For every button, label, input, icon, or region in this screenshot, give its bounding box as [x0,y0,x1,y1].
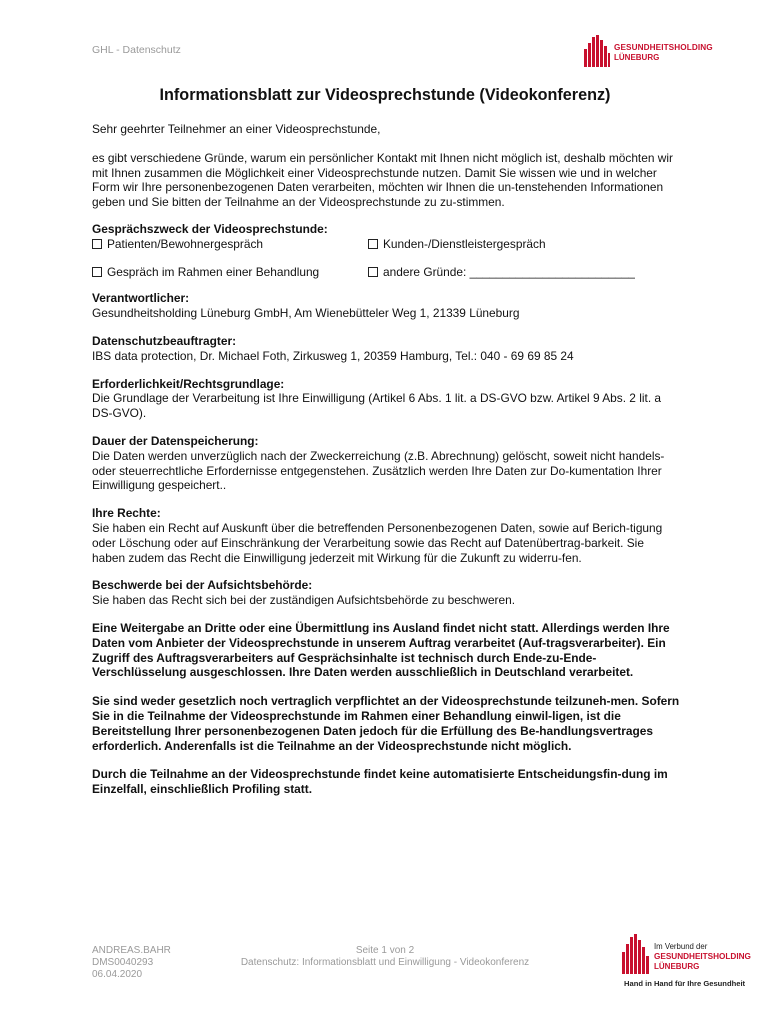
checkbox-icon[interactable] [92,267,102,277]
section-retention [92,434,680,493]
purpose-option-customer[interactable] [368,237,678,252]
section-controller [92,291,680,321]
footer-doc-title: Datenschutz: Informationsblatt und Einwilligung - Videokonferenz [240,956,530,968]
section-dpo [92,334,680,364]
building-bars-icon [584,35,610,67]
option-label: Gespräch im Rahmen einer Behandlung [107,264,320,279]
checkbox-icon[interactable] [368,267,378,277]
logo-line-1: GESUNDHEITSHOLDING [614,43,713,52]
section-rights [92,506,680,565]
section-title: Beschwerde bei der Aufsichtsbehörde: [92,578,313,593]
footer-logo [622,934,751,974]
footer-meta [92,945,171,980]
section-body: IBS data protection, Dr. Michael Foth, Zirkusweg 1, 20359 Hamburg, Tel.: 040 - 69 69 85 24 [92,348,574,363]
logo-line-2: LÜNEBURG [654,962,700,971]
checkbox-icon[interactable] [92,239,102,249]
option-label: Patienten/Bewohnergespräch [107,236,264,251]
salutation: Sehr geehrter Teilnehmer an einer Videosprechstunde, [92,122,381,136]
bold-paragraph-obligation: Sie sind weder gesetzlich noch vertraglich verpflichtet an der Videosprechstunde teilzuneh-men. Sofern Sie in die Teilnahme der Videosprechstunde im Rahmen einer Behandlung einwil-ligen, ist die Bereitstellung Ihrer personenbezogenen Daten jedoch für die Erfüllung des Be-handlungsvertrages erforderlich. Anderenfalls ist die Teilnahme an der Videosprechstunde nicht möglich. [92,694,680,753]
purpose-option-other[interactable] [368,265,678,280]
section-title: Ihre Rechte: [92,506,161,521]
section-complaint [92,578,680,608]
bold-paragraph-profiling: Durch die Teilnahme an der Videosprechstunde findet keine automatisierte Entscheidungsfin-dung im Einzelfall, einschließlich Profiling statt. [92,767,668,797]
purpose-option-patient[interactable] [92,237,368,252]
footer-center [200,945,570,969]
footer-doc-id: DMS0040293 [92,956,154,968]
header-logo [584,35,713,67]
document-body [92,122,680,811]
section-title: Verantwortlicher: [92,291,190,306]
section-body: Sie haben ein Recht auf Auskunft über die betreffenden Personenbezogenen Daten, sowie auf Berich-tigung oder Löschung oder auf Einschränkung der Verarbeitung sowie das Recht auf Datenübertrag-barkeit. Sie haben zudem das Recht die Einwilligung jederzeit mit Wirkung für die Zukunft zu widerru-fen. [92,520,663,565]
purpose-section [92,222,680,279]
header-label: GHL - Datenschutz [92,44,181,56]
page-number: Seite 1 von 2 [355,945,415,956]
section-body: Die Daten werden unverzüglich nach der Zweckerreichung (z.B. Abrechnung) gelöscht, soweit nicht handels- oder steuerrechtliche Erfordernisse entgegenstehen. Zusätzlich werden Ihre Daten zur Do-kumentation Ihrer Einwilligung gespeichert.. [92,448,665,493]
section-body: Die Grundlage der Verarbeitung ist Ihre Einwilligung (Artikel 6 Abs. 1 lit. a DS-GVO bzw. Artikel 9 Abs. 2 lit. a DS-GVO). [92,391,662,421]
section-legal-basis [92,377,680,421]
purpose-option-treatment[interactable] [92,265,368,280]
section-title: Datenschutzbeauftragter: [92,333,237,348]
logo-line-0: Im Verbund der [654,942,708,951]
section-body: Sie haben das Recht sich bei der zuständigen Aufsichtsbehörde zu beschweren. [92,593,516,608]
section-title: Dauer der Datenspeicherung: [92,433,259,448]
logo-line-1: GESUNDHEITSHOLDING [654,952,751,961]
footer-author: ANDREAS.BAHR [92,945,171,956]
footer-date: 06.04.2020 [92,968,143,980]
building-bars-icon [622,934,650,974]
intro-paragraph: es gibt verschiedene Gründe, warum ein persönlicher Kontakt mit Ihnen nicht möglich ist, deshalb möchten wir mit Ihnen zusammen die Möglichkeit einer Videosprechstunde nutzen. Damit Sie wissen wie und in welcher Form wir Ihre personenbezogenen Daten verarbeiten, möchten wir Ihnen die un-tenstehenden Informationen geben und Sie bitten der Teilnahme an der Videosprechstunde zu zu-stimmen. [92,150,673,210]
bold-paragraph-transfer: Eine Weitergabe an Dritte oder eine Übermittlung ins Ausland findet nicht statt. Allerdings werden Ihre Daten vom Anbieter der Videosprechstunde in unserem Auftrag verarbeitet (Auf-tragsverarbeiter). Ein Zugriff des Auftragsverarbeiters auf Gesprächsinhalte ist technisch durch Ende-zu-Ende-Verschlüsselung ausgeschlossen. Ihre Daten werden ausschließlich in Deutschland verarbeitet. [92,620,670,680]
logo-line-2: LÜNEBURG [614,53,660,62]
section-body: Gesundheitsholding Lüneburg GmbH, Am Wienebütteler Weg 1, 21339 Lüneburg [92,306,520,321]
option-label: Kunden-/Dienstleistergespräch [383,236,546,251]
option-label: andere Gründe: _________________________ [383,264,635,279]
checkbox-icon[interactable] [368,239,378,249]
document-title: Informationsblatt zur Videosprechstunde (Videokonferenz) [159,86,611,104]
section-title: Erforderlichkeit/Rechtsgrundlage: [92,376,285,391]
footer-slogan: Hand in Hand für Ihre Gesundheit [624,979,746,988]
purpose-title: Gesprächszweck der Videosprechstunde: [92,221,328,236]
